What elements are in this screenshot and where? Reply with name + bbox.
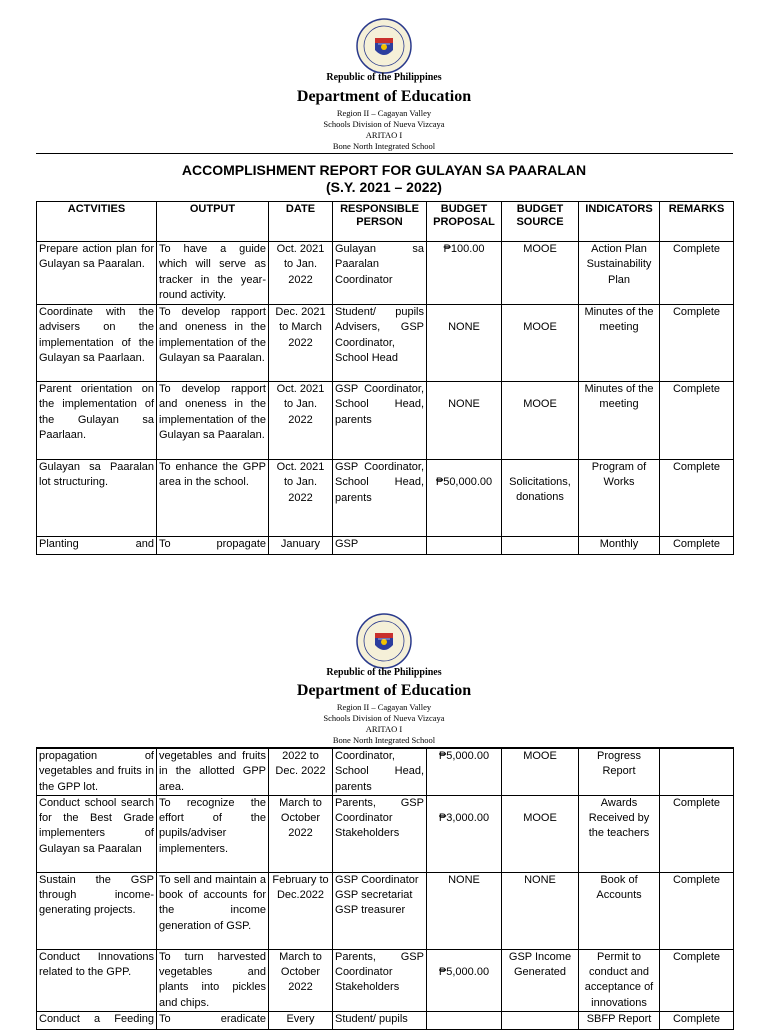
output-cell: To enhance the GPP area in the school. <box>157 460 269 537</box>
date-cell: Oct. 2021 to Jan. 2022 <box>269 242 333 305</box>
table-row <box>37 1012 734 1030</box>
remarks-cell: Complete <box>660 242 734 305</box>
source-cell: MOOE <box>502 305 579 382</box>
republic-label: Republic of the Philippines <box>326 667 442 678</box>
output-cell: To sell and maintain a book of accounts for the income generation of GSP. <box>157 872 269 949</box>
division-label: Schools Division of Nueva Vizcaya <box>323 119 445 129</box>
header-divider <box>36 153 733 154</box>
indicators-cell: SBFP Report <box>579 1012 660 1030</box>
activity-cell: Planting and <box>37 537 157 555</box>
activity-cell: Conduct school search for the Best Grade implementers of Gulayan sa Paaralan <box>37 795 157 872</box>
indicators-cell: Book of Accounts <box>579 872 660 949</box>
responsible-cell: Student/ pupils Advisers, GSP Coordinator, School Head <box>333 305 427 382</box>
budget-cell <box>427 537 502 555</box>
output-cell: To develop rapport and oneness in the implementation of the Gulayan sa Paaralan. <box>157 305 269 382</box>
remarks-cell: Complete <box>660 382 734 460</box>
responsible-cell: Parents, GSP Coordinator Stakeholders <box>333 949 427 1011</box>
budget-cell: ₱5,000.00 <box>427 748 502 795</box>
output-cell: To have a guide which will serve as tracker in the year-round activity. <box>157 242 269 305</box>
responsible-cell: GSP <box>333 537 427 555</box>
source-cell: NONE <box>502 872 579 949</box>
budget-cell: ₱50,000.00 <box>427 460 502 537</box>
table-row <box>37 382 734 460</box>
col-activities: ACTVITIES <box>37 202 157 242</box>
accomplishment-table-page-2 <box>36 747 734 1030</box>
date-cell: Oct. 2021 to Jan. 2022 <box>269 382 333 460</box>
activity-cell: Coordinate with the advisers on the implementation of the Gulayan sa Paarlaan. <box>37 305 157 382</box>
remarks-cell: Complete <box>660 872 734 949</box>
responsible-cell: Coordinator, School Head, parents <box>333 748 427 795</box>
output-cell: To eradicate <box>157 1012 269 1030</box>
table-row <box>37 949 734 1011</box>
activity-cell: Parent orientation on the implementation of the Gulayan sa Paarlaan. <box>37 382 157 460</box>
activity-cell: propagation of vegetables and fruits in the GPP lot. <box>37 748 157 795</box>
indicators-cell: Minutes of the meeting <box>579 305 660 382</box>
budget-cell: NONE <box>427 305 502 382</box>
responsible-cell: GSP Coordinator GSP secretariat GSP treasurer <box>333 872 427 949</box>
date-cell: March to October 2022 <box>269 949 333 1011</box>
table-row <box>37 795 734 872</box>
col-indicators: INDICATORS <box>579 202 660 242</box>
deped-seal-icon <box>356 613 412 669</box>
responsible-cell: GSP Coordinator, School Head, parents <box>333 460 427 537</box>
responsible-cell: Gulayan sa Paaralan Coordinator <box>333 242 427 305</box>
indicators-cell: Permit to conduct and acceptance of innovations <box>579 949 660 1011</box>
source-cell <box>502 1012 579 1030</box>
responsible-cell: GSP Coordinator, School Head, parents <box>333 382 427 460</box>
activity-cell: Conduct Innovations related to the GPP. <box>37 949 157 1011</box>
region-label: Region II – Cagayan Valley <box>336 108 432 118</box>
budget-cell <box>427 1012 502 1030</box>
activity-cell: Sustain the GSP through income-generating projects. <box>37 872 157 949</box>
report-title: ACCOMPLISHMENT REPORT FOR GULAYAN SA PAARALAN <box>181 162 587 178</box>
table-header-row <box>37 202 734 242</box>
school-label: Bone North Integrated School <box>332 141 436 151</box>
date-cell: March to October 2022 <box>269 795 333 872</box>
indicators-cell: Progress Report <box>579 748 660 795</box>
col-remarks: REMARKS <box>660 202 734 242</box>
output-cell: To recognize the effort of the pupils/adviser implementers. <box>157 795 269 872</box>
col-date: DATE <box>269 202 333 242</box>
source-cell: MOOE <box>502 795 579 872</box>
division-label: Schools Division of Nueva Vizcaya <box>323 713 445 723</box>
table-row <box>37 305 734 382</box>
remarks-cell: Complete <box>660 537 734 555</box>
republic-label: Republic of the Philippines <box>326 72 442 83</box>
accomplishment-table-page-1 <box>36 201 734 555</box>
source-cell <box>502 537 579 555</box>
region-label: Region II – Cagayan Valley <box>336 702 432 712</box>
remarks-cell: Complete <box>660 460 734 537</box>
table-row <box>37 872 734 949</box>
source-cell: MOOE <box>502 382 579 460</box>
responsible-cell: Student/ pupils <box>333 1012 427 1030</box>
source-cell: MOOE <box>502 748 579 795</box>
department-title: Department of Education <box>296 88 472 105</box>
deped-seal-icon <box>356 18 412 74</box>
source-cell: GSP Income Generated <box>502 949 579 1011</box>
table-row <box>37 242 734 305</box>
date-cell: Every <box>269 1012 333 1030</box>
col-responsible: RESPONSIBLE PERSON <box>333 202 427 242</box>
col-budget-source: BUDGET SOURCE <box>502 202 579 242</box>
remarks-cell: Complete <box>660 305 734 382</box>
indicators-cell: Action Plan Sustainability Plan <box>579 242 660 305</box>
source-cell: MOOE <box>502 242 579 305</box>
table-row <box>37 748 734 795</box>
responsible-cell: Parents, GSP Coordinator Stakeholders <box>333 795 427 872</box>
budget-cell: NONE <box>427 872 502 949</box>
budget-cell: ₱5,000.00 <box>427 949 502 1011</box>
budget-cell: NONE <box>427 382 502 460</box>
activity-cell: Prepare action plan for Gulayan sa Paaralan. <box>37 242 157 305</box>
budget-cell: ₱100.00 <box>427 242 502 305</box>
source-cell: Solicitations, donations <box>502 460 579 537</box>
indicators-cell: Awards Received by the teachers <box>579 795 660 872</box>
date-cell: January <box>269 537 333 555</box>
output-cell: vegetables and fruits in the allotted GPP area. <box>157 748 269 795</box>
table-row <box>37 460 734 537</box>
department-title: Department of Education <box>296 682 472 699</box>
activity-cell: Conduct a Feeding <box>37 1012 157 1030</box>
indicators-cell: Monthly <box>579 537 660 555</box>
activity-cell: Gulayan sa Paaralan lot structuring. <box>37 460 157 537</box>
remarks-cell: Complete <box>660 1012 734 1030</box>
indicators-cell: Minutes of the meeting <box>579 382 660 460</box>
indicators-cell: Program of Works <box>579 460 660 537</box>
table-row <box>37 537 734 555</box>
district-label: ARITAO I <box>365 724 403 734</box>
output-cell: To turn harvested vegetables and plants into pickles and chips. <box>157 949 269 1011</box>
output-cell: To develop rapport and oneness in the implementation of the Gulayan sa Paaralan. <box>157 382 269 460</box>
date-cell: 2022 to Dec. 2022 <box>269 748 333 795</box>
remarks-cell: Complete <box>660 795 734 872</box>
date-cell: February to Dec.2022 <box>269 872 333 949</box>
date-cell: Oct. 2021 to Jan. 2022 <box>269 460 333 537</box>
district-label: ARITAO I <box>365 130 403 140</box>
col-budget-proposal: BUDGET PROPOSAL <box>427 202 502 242</box>
col-output: OUTPUT <box>157 202 269 242</box>
remarks-cell: Complete <box>660 949 734 1011</box>
budget-cell: ₱3,000.00 <box>427 795 502 872</box>
date-cell: Dec. 2021 to March 2022 <box>269 305 333 382</box>
school-label: Bone North Integrated School <box>332 735 436 745</box>
output-cell: To propagate <box>157 537 269 555</box>
school-year: (S.Y. 2021 – 2022) <box>326 179 442 195</box>
remarks-cell <box>660 748 734 795</box>
